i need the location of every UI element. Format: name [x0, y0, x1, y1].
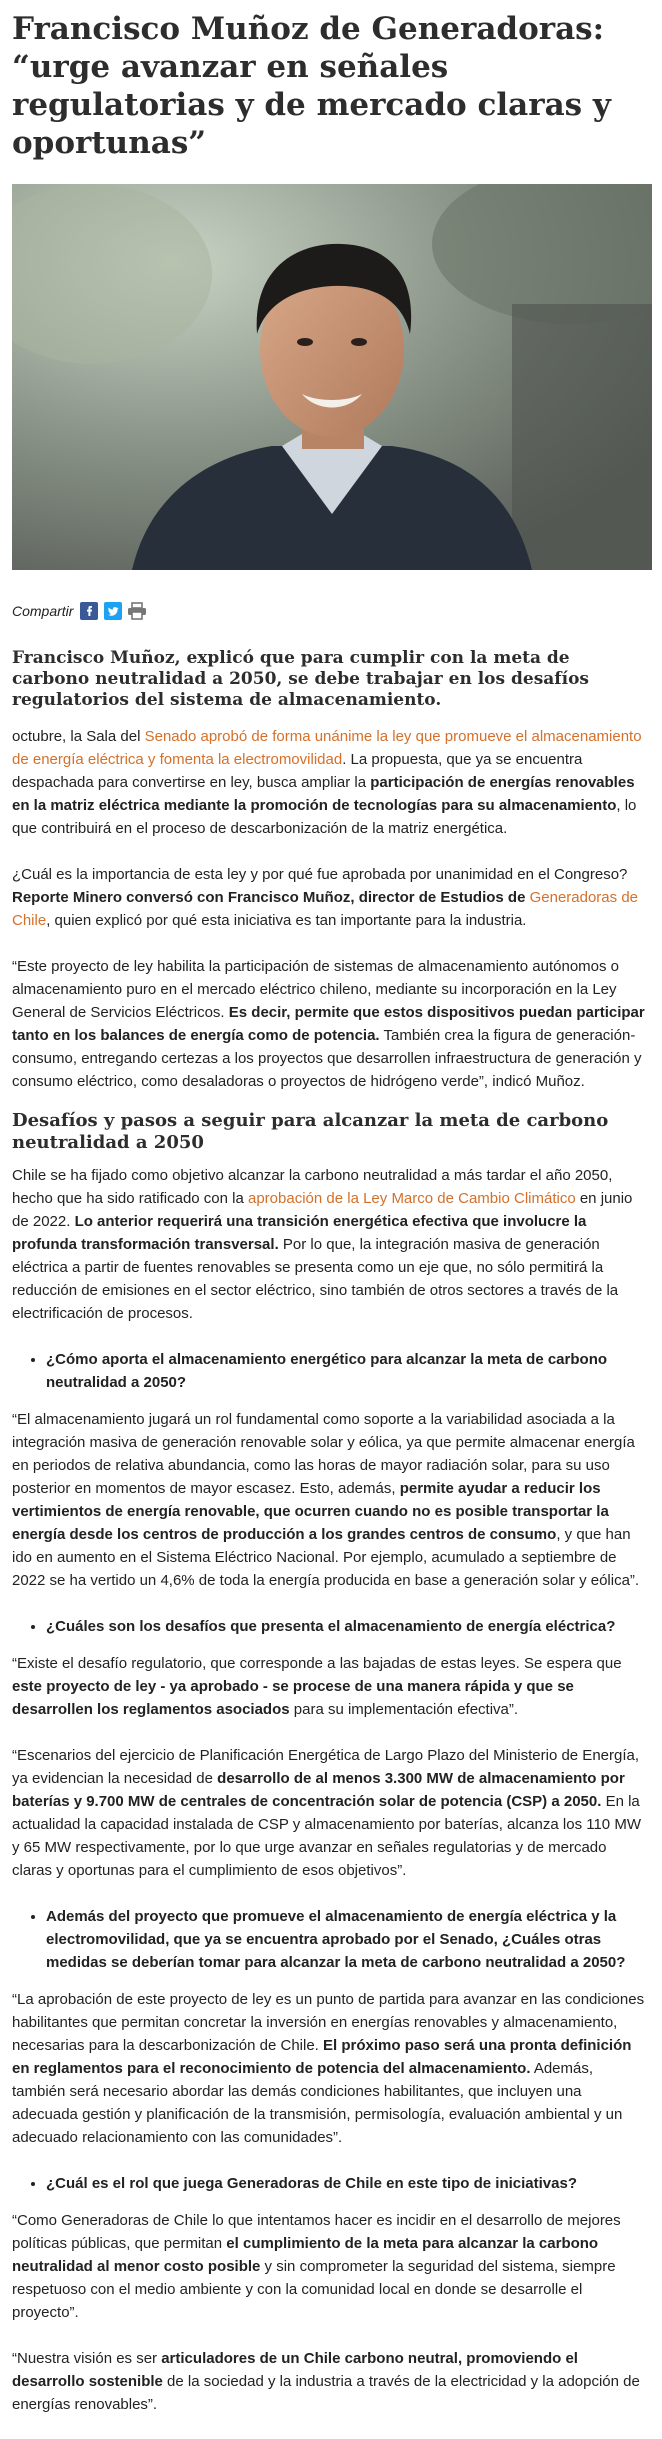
paragraph-7: “Escenarios del ejercicio de Planificación Energética de Largo Plazo del Ministerio de Energía, ya evidencian la necesidad de desarrollo de al menos 3.300 MW de almacenamiento por baterías y 9.700 MW de centrales de concentración solar de potencia (CSP) a 2050. En la actualidad la capacidad instalada de CSP y almacenamiento por baterías, alcanza los 110 MW y 65 MW respectivamente, por lo que urge avanzar en señales regulatorias y de mercado claras y oportunas para el cumplimiento de esos objetivos”.: [12, 1747, 641, 1879]
paragraph-1: octubre, la Sala del Senado aprobó de forma unánime la ley que promueve el almacenamiento de energía eléctrica y fomenta la electromovilidad. La propuesta, que ya se encuentra despachada para convertirse en ley, busca ampliar la participación de energías renovables en la matriz eléctrica mediante la promoción de tecnologías para su almacenamiento, lo que contribuirá en el proceso de descarbonización de la matriz energética.: [12, 728, 642, 837]
article-title: Francisco Muñoz de Generadoras: “urge avanzar en señales regulatorias y de mercado claras y oportunas”: [12, 11, 611, 161]
paragraph-9: “Como Generadoras de Chile lo que intentamos hacer es incidir en el desarrollo de mejores políticas públicas, que permitan el cumplimiento de la meta para alcanzar la carbono neutralidad al menor costo posible y sin comprometer la seguridad del sistema, siempre respetuoso con el medio ambiente y con la comunidad local en donde se desarrolle el proyecto”.: [12, 2212, 621, 2321]
question-list-1: [12, 1348, 650, 1394]
article-lead: Francisco Muñoz, explicó que para cumplir con la meta de carbono neutralidad a 2050, se debe trabajar en los desafíos regulatorios del sistema de almacenamiento.: [12, 648, 589, 710]
paragraph-8: “La aprobación de este proyecto de ley es un punto de partida para avanzar en las condiciones habilitantes que permitan concretar la inversión en energías renovables y almacenamiento, necesarias para la descarbonización de Chile. El próximo paso será una pronta definición en reglamentos para el reconocimiento de potencia del almacenamiento. Además, también será necesario abordar las demás condiciones habilitantes, que incluyen una adecuada gestión y planificación de la transmisión, permisología, evaluación ambiental y un adecuado relacionamiento con las comunidades”.: [12, 1991, 645, 2146]
generadoras-link[interactable]: Generadoras de Chile: [12, 889, 638, 929]
question-3: • Además del proyecto que promueve el almacenamiento de energía eléctrica y la electromovilidad, que ya se encuentra aprobado por el Senado, ¿Cuáles otras medidas se deberían tomar para alcanzar la meta de carbono neutralidad a 2050?: [46, 1905, 650, 1974]
paragraph-4: Chile se ha fijado como objetivo alcanzar la carbono neutralidad a más tardar el año 2050, hecho que ha sido ratificado con la aprobación de la Ley Marco de Cambio Climático en junio de 2022. Lo anterior requerirá una transición energética efectiva que involucre la profunda transformación transversal. Por lo que, la integración masiva de generación eléctrica a partir de fuentes renovables se presenta como un eje que, no sólo permitirá la reducción de emisiones en el sector eléctrico, sino también de otros sectores a través de la electrificación de procesos.: [12, 1167, 633, 1322]
article: [0, 10, 662, 2416]
hero-photo: [12, 184, 652, 570]
facebook-icon[interactable]: [79, 601, 99, 621]
share-label: Compartir: [12, 603, 74, 619]
paragraph-3: “Este proyecto de ley habilita la participación de sistemas de almacenamiento autónomos o almacenamiento puro en el mercado eléctrico chileno, mediante su incorporación en la Ley General de Servicios Eléctricos. Es decir, permite que estos dispositivos puedan participar tanto en los balances de energía como de potencia. También crea la figura de generación-consumo, entregando certezas a los proyectos que desarrollen infraestructura de generación y consumo eléctrico, como desaladoras o proyectos de hidrógeno verde”, indicó Muñoz.: [12, 958, 645, 1090]
print-icon[interactable]: [127, 601, 147, 621]
portrait-image: [12, 184, 652, 570]
paragraph-10: “Nuestra visión es ser articuladores de un Chile carbono neutral, promoviendo el desarrollo sostenible de la sociedad y la industria a través de la electricidad y la adopción de energías renovables”.: [12, 2350, 640, 2413]
question-list-3: [12, 1905, 650, 1974]
section-heading: Desafíos y pasos a seguir para alcanzar la meta de carbono neutralidad a 2050: [12, 1110, 609, 1153]
question-4: • ¿Cuál es el rol que juega Generadoras de Chile en este tipo de iniciativas?: [46, 2172, 650, 2195]
paragraph-2: ¿Cuál es la importancia de esta ley y por qué fue aprobada por unanimidad en el Congreso? Reporte Minero conversó con Francisco Muñoz, director de Estudios de Generadoras de Chile, quien explicó por qué esta iniciativa es tan importante para la industria.: [12, 866, 638, 929]
share-bar: [12, 600, 650, 622]
question-2: • ¿Cuáles son los desafíos que presenta el almacenamiento de energía eléctrica?: [46, 1615, 650, 1638]
question-1: • ¿Cómo aporta el almacenamiento energético para alcanzar la meta de carbono neutralidad a 2050?: [46, 1348, 650, 1394]
senado-ley-link[interactable]: Senado aprobó de forma unánime la ley que promueve el almacenamiento de energía eléctrica y fomenta la electromovilidad: [12, 728, 642, 768]
question-list-2: [12, 1615, 650, 1638]
twitter-icon[interactable]: [103, 601, 123, 621]
paragraph-5: “El almacenamiento jugará un rol fundamental como soporte a la variabilidad asociada a la integración masiva de generación renovable solar y eólica, ya que permite almacenar energía en periodos de relativa abundancia, como las horas de mayor radiación solar, para su uso posterior en momentos de mayor escasez. Esto, además, permite ayudar a reducir los vertimientos de energía renovable, que ocurren cuando no es posible transportar la energía desde los centros de producción a los grandes centros de consumo, y que han ido en aumento en el Sistema Eléctrico Nacional. Por ejemplo, acumulado a septiembre de 2022 se ha vertido un 4,6% de toda la energía producida en base a generación solar y eólica”.: [12, 1411, 640, 1589]
ley-marco-link[interactable]: aprobación de la Ley Marco de Cambio Climático: [248, 1190, 576, 1207]
question-list-4: [12, 2172, 650, 2195]
paragraph-6: “Existe el desafío regulatorio, que corresponde a las bajadas de estas leyes. Se espera que este proyecto de ley - ya aprobado - se procese de una manera rápida y que se desarrollen los reglamentos asociados para su implementación efectiva”.: [12, 1655, 622, 1718]
